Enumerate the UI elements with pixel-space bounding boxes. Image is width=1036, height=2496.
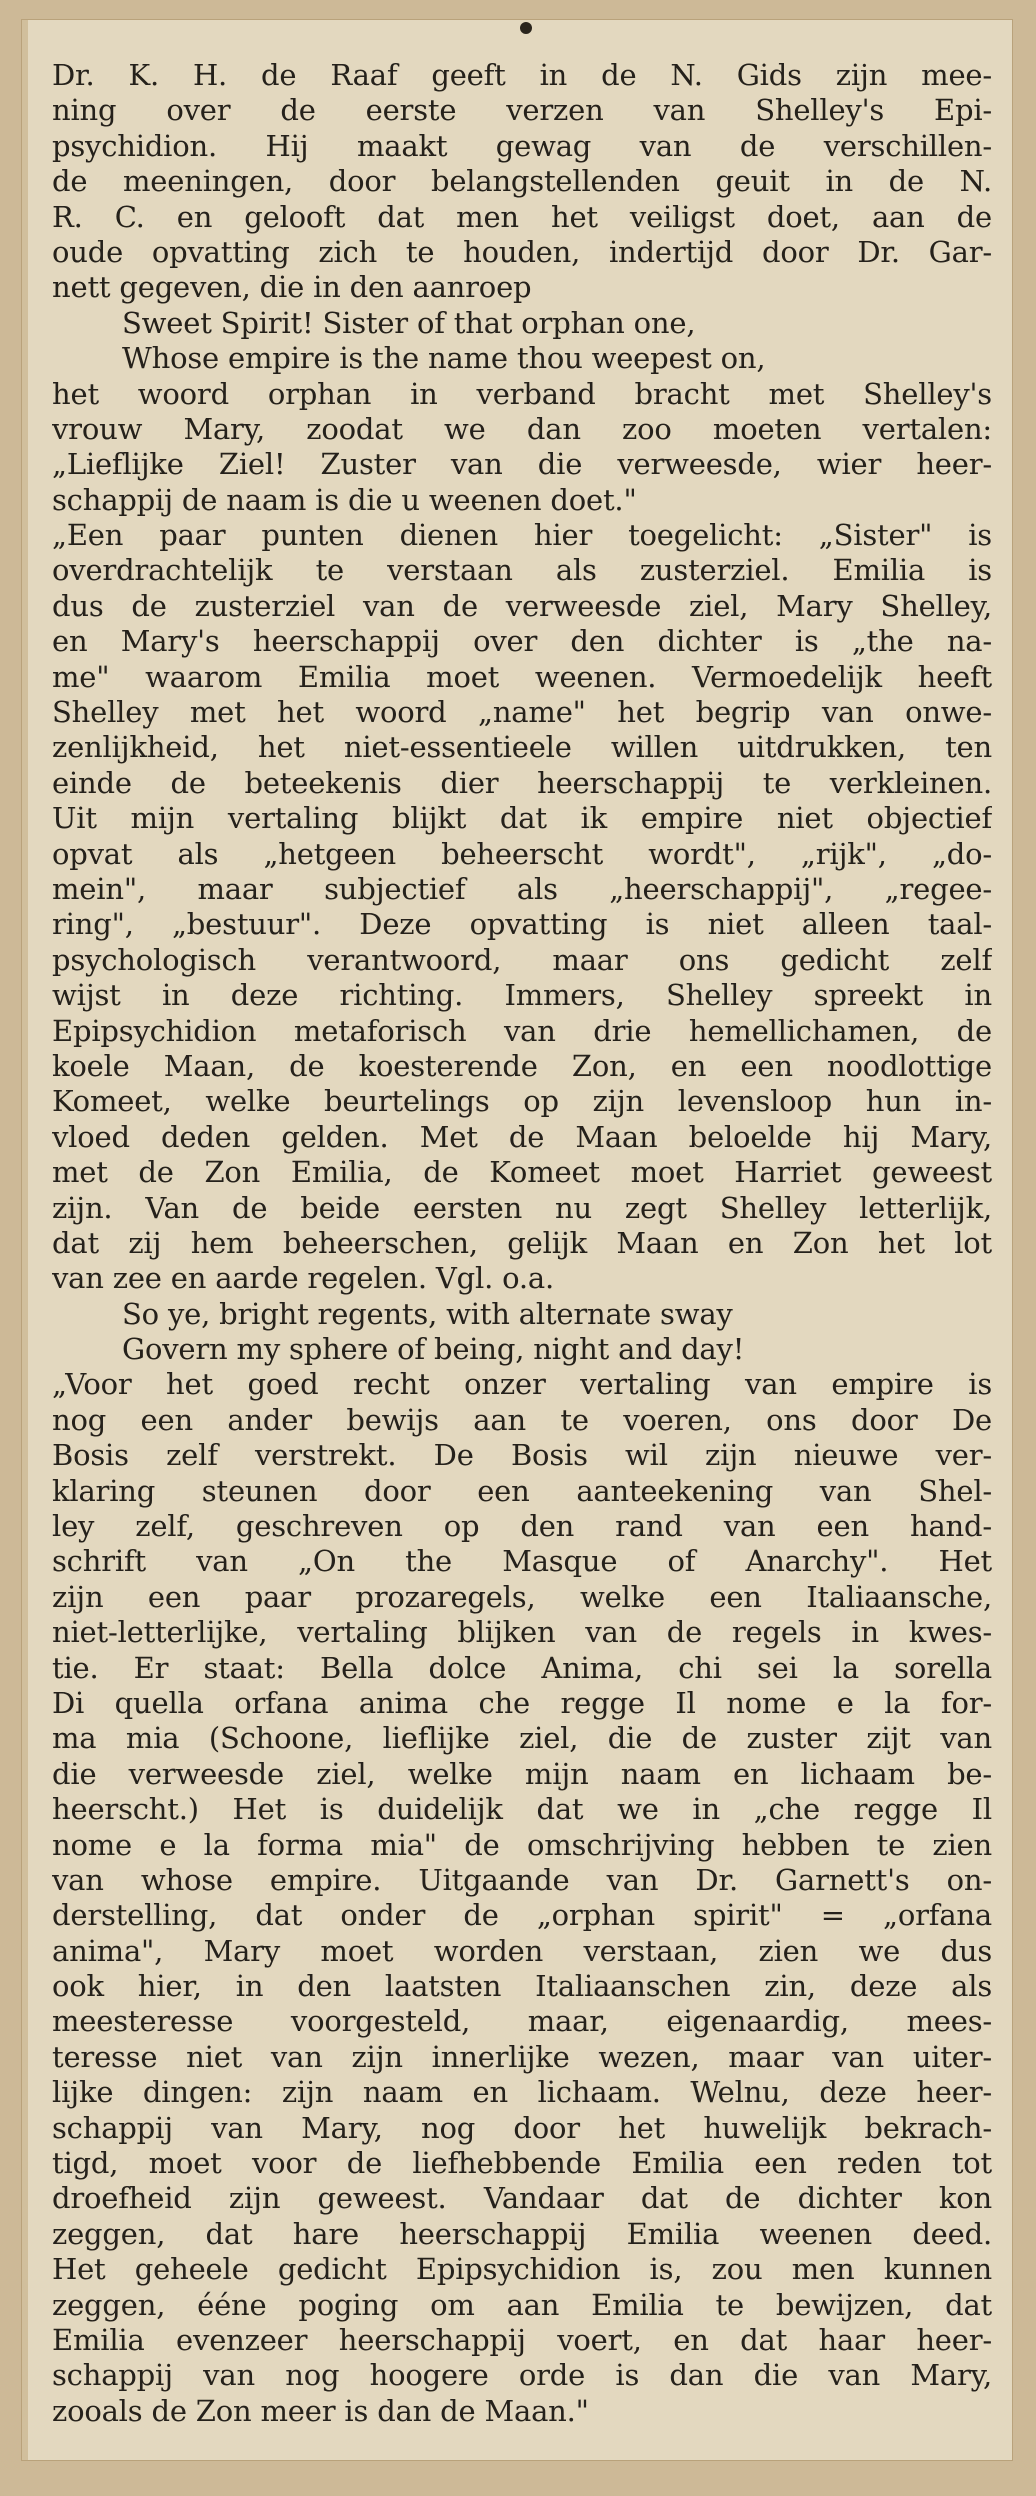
- article-line: niet-letterlijke, vertaling blijken van de regels in kwes-: [52, 1615, 992, 1650]
- article-line: mein", maar subjectief als „heerschappij", „regee-: [52, 871, 992, 906]
- article-line: de meeningen, door belangstellenden geuit in de N.: [52, 164, 992, 199]
- article-line: dus de zusterziel van de verweesde ziel, Mary Shelley,: [52, 588, 992, 623]
- article-line: schappij van nog hoogere orde is dan die van Mary,: [52, 2358, 992, 2393]
- article-line: Emilia evenzeer heerschappij voert, en dat haar heer-: [52, 2323, 992, 2357]
- article-line: tigd, moet voor de liefhebbende Emilia een reden tot: [52, 2146, 992, 2181]
- article-line: heerscht.) Het is duidelijk dat we in „che regge Il: [52, 1792, 992, 1827]
- article-line: klaring steunen door een aanteekening van Shel-: [52, 1473, 992, 1508]
- article-line: oude opvatting zich te houden, indertijd door Dr. Gar-: [52, 234, 992, 269]
- article-line: „Een paar punten dienen hier toegelicht: „Sister" is: [52, 518, 992, 553]
- article-line: me" waarom Emilia moet weenen. Vermoedelijk heeft: [52, 659, 992, 694]
- verse-line: Govern my sphere of being, night and day!: [122, 1332, 745, 1367]
- article-line: schappij van Mary, nog door het huwelijk bekrach-: [52, 2110, 992, 2145]
- article-line: nett gegeven, die in den aanroep: [52, 270, 532, 305]
- article-line: Dr. K. H. de Raaf geeft in de N. Gids zijn mee-: [52, 58, 992, 92]
- article-line: ma mia (Schoone, lieflijke ziel, die de zuster zijt van: [52, 1721, 992, 1756]
- article-line: ook hier, in den laatsten Italiaanschen zin, deze als: [52, 1969, 992, 2004]
- article-line: zijn een paar prozaregels, welke een Italiaansche,: [52, 1579, 992, 1614]
- article-line: Het geheele gedicht Epipsychidion is, zou men kunnen: [52, 2252, 992, 2287]
- verse-line: Whose empire is the name thou weepest on,: [122, 341, 766, 376]
- article-line: vloed deden gelden. Met de Maan beloelde hij Mary,: [52, 1119, 992, 1154]
- article-line: zeggen, ééne poging om aan Emilia te bewijzen, dat: [52, 2287, 992, 2322]
- article-line: schappij de naam is die u weenen doet.": [52, 482, 637, 517]
- article-text: [52, 58, 992, 2429]
- article-line: ring", „bestuur". Deze opvatting is niet alleen taal-: [52, 907, 992, 942]
- article-line: zenlijkheid, het niet-essentieele willen uitdrukken, ten: [52, 730, 992, 765]
- article-line: „Lieflijke Ziel! Zuster van die verweesde, wier heer-: [52, 447, 992, 482]
- article-line: met de Zon Emilia, de Komeet moet Harriet geweest: [52, 1155, 992, 1190]
- article-line: van whose empire. Uitgaande van Dr. Garnett's on-: [52, 1862, 992, 1897]
- verse-line: So ye, bright regents, with alternate sway: [122, 1296, 733, 1331]
- article-line: schrift van „On the Masque of Anarchy". Het: [52, 1544, 992, 1579]
- verse-line: Sweet Spirit! Sister of that orphan one,: [122, 305, 696, 340]
- article-line: Shelley met het woord „name" het begrip van onwe-: [52, 695, 992, 730]
- article-line: nog een ander bewijs aan te voeren, ons door De: [52, 1402, 992, 1437]
- article-line: psychidion. Hij maakt gewag van de verschillen-: [52, 128, 992, 163]
- article-line: R. C. en gelooft dat men het veiligst doet, aan de: [52, 199, 992, 234]
- article-line: „Voor het goed recht onzer vertaling van empire is: [52, 1367, 992, 1402]
- article-line: meesteresse voorgesteld, maar, eigenaardig, mees-: [52, 2004, 992, 2039]
- clipping-edge: [22, 20, 28, 2460]
- article-line: Uit mijn vertaling blijkt dat ik empire niet objectief: [52, 801, 992, 836]
- article-line: opvat als „hetgeen beheerscht wordt", „rijk", „do-: [52, 836, 992, 871]
- article-line: zijn. Van de beide eersten nu zegt Shelley letterlijk,: [52, 1190, 992, 1225]
- article-line: zeggen, dat hare heerschappij Emilia weenen deed.: [52, 2216, 992, 2251]
- article-line: die verweesde ziel, welke mijn naam en lichaam be-: [52, 1756, 992, 1791]
- article-line: einde de beteekenis dier heerschappij te verkleinen.: [52, 765, 992, 800]
- article-line: dat zij hem beheerschen, gelijk Maan en Zon het lot: [52, 1225, 992, 1260]
- article-line: lijke dingen: zijn naam en lichaam. Welnu, deze heer-: [52, 2075, 992, 2110]
- article-line: vrouw Mary, zoodat we dan zoo moeten vertalen:: [52, 411, 992, 446]
- article-line: wijst in deze richting. Immers, Shelley spreekt in: [52, 978, 992, 1013]
- article-line: ning over de eerste verzen van Shelley's Epi-: [52, 93, 992, 128]
- article-line: derstelling, dat onder de „orphan spirit" = „orfana: [52, 1898, 992, 1933]
- article-line: zooals de Zon meer is dan de Maan.": [52, 2393, 589, 2428]
- article-line: het woord orphan in verband bracht met Shelley's: [52, 376, 992, 411]
- article-line: teresse niet van zijn innerlijke wezen, maar van uiter-: [52, 2039, 992, 2074]
- article-line: Epipsychidion metaforisch van drie hemellichamen, de: [52, 1013, 992, 1048]
- article-line: en Mary's heerschappij over den dichter is „the na-: [52, 624, 992, 659]
- article-line: psychologisch verantwoord, maar ons gedicht zelf: [52, 942, 992, 977]
- article-line: droefheid zijn geweest. Vandaar dat de dichter kon: [52, 2181, 992, 2216]
- article-line: tie. Er staat: Bella dolce Anima, chi sei la sorella: [52, 1650, 992, 1685]
- article-line: van zee en aarde regelen. Vgl. o.a.: [52, 1261, 555, 1296]
- article-line: anima", Mary moet worden verstaan, zien we dus: [52, 1933, 992, 1968]
- article-line: Bosis zelf verstrekt. De Bosis wil zijn nieuwe ver-: [52, 1438, 992, 1473]
- article-line: koele Maan, de koesterende Zon, en een noodlottige: [52, 1048, 992, 1083]
- article-line: ley zelf, geschreven op den rand van een hand-: [52, 1509, 992, 1544]
- article-line: Komeet, welke beurtelings op zijn levensloop hun in-: [52, 1084, 992, 1119]
- punch-hole-dot: [520, 22, 532, 34]
- article-line: overdrachtelijk te verstaan als zusterziel. Emilia is: [52, 553, 992, 588]
- article-line: nome e la forma mia" de omschrijving hebben te zien: [52, 1827, 992, 1862]
- article-line: Di quella orfana anima che regge Il nome e la for-: [52, 1685, 992, 1720]
